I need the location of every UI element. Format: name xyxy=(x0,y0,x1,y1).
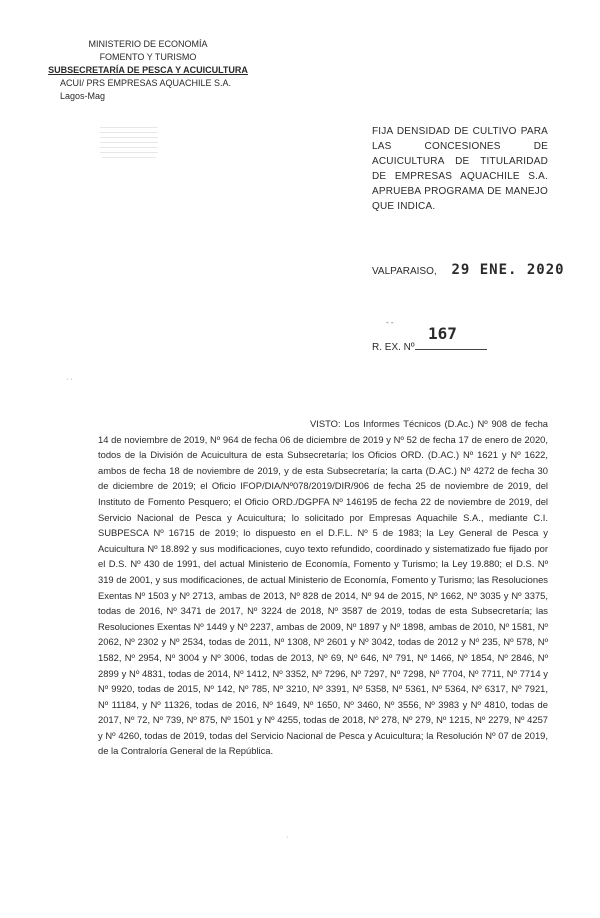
rex-number: 167 xyxy=(428,324,457,343)
location-reference: Lagos-Mag xyxy=(60,91,106,101)
dateline-date: 29 ENE. 2020 xyxy=(451,262,565,278)
dateline xyxy=(372,262,565,278)
resolution-title: FIJA DENSIDAD DE CULTIVO PARA LAS CONCESIONES DE ACUICULTURA DE TITULARIDAD DE EMPRESAS AQUACHILE S.A. APRUEBA PROGRAMA DE MANEJO QUE INDICA. xyxy=(372,126,548,212)
subsecretaria-name: SUBSECRETARÍA DE PESCA Y ACUICULTURA xyxy=(48,65,248,75)
margin-mark: · · xyxy=(66,376,73,383)
ministry-name-line2: FOMENTO Y TURISMO xyxy=(99,52,197,62)
dateline-city: VALPARAISO, xyxy=(372,266,437,277)
rex-line xyxy=(372,324,487,353)
company-reference: ACUI/ PRS EMPRESAS AQUACHILE S.A. xyxy=(60,78,232,88)
visto-paragraph: VISTO: Los Informes Técnicos (D.Ac.) Nº 908 de fecha 14 de noviembre de 2019, Nº 964 de fecha 06 de diciembre de 2019 y Nº 52 de fecha 17 de enero de 2020, todos de la División de Acuicultura de esta Subsecretaría; los Oficios ORD. (D.AC.) Nº 1621 y Nº 1622, ambos de fecha 18 de noviembre de 2019, y de esta Subsecretaría; la carta (D.AC.) Nº 4272 de fecha 30 de diciembre de 2019; el Oficio IFOP/DIA/Nº078/2019/DIR/906 de fecha 25 de noviembre de 2019, del Instituto de Fomento Pesquero; el Oficio ORD./DGPFA Nº 146195 de fecha 22 de noviembre de 2019, del Servicio Nacional de Pesca y Acuicultura; lo solicitado por Empresas Aquachile S.A., mediante C.I. SUBPESCA Nº 16715 de 2019; lo dispuesto en el D.F.L. Nº 5 de 1983; la Ley General de Pesca y Acuicultura Nº 18.892 y sus modificaciones, cuyo texto refundido, coordinado y sistematizado fue fijado por el D.S. Nº 430 de 1991, del actual Ministerio de Economía, Fomento y Turismo; la Ley 19.880; el D.S. Nº 319 de 2001, y sus modificaciones, de actual Ministerio de Economía, Fomento y Turismo; las Resoluciones Exentas Nº 1503 y Nº 2713, ambas de 2013, Nº 828 de 2014, Nº 94 de 2015, Nº 1662, Nº 3035 y Nº 3375, todas de 2016, Nº 3471 de 2017, Nº 3224 de 2018, Nº 3587 de 2019, todas de esta Subsecretaría; las Resoluciones Exentas Nº 1449 y Nº 2237, ambas de 2009, Nº 1897 y Nº 1898, ambas de 2010, Nº 1581, Nº 2062, Nº 2302 y Nº 2534, todas de 2011, Nº 1308, Nº 2601 y Nº 3042, todas de 2012 y Nº 235, Nº 578, Nº 1582, Nº 2954, Nº 3004 y Nº 3006, todas de 2013, Nº 69, Nº 646, Nº 791, Nº 1466, Nº 1854, Nº 2846, Nº 2899 y Nº 4831, todas de 2014, Nº 1412, Nº 3352, Nº 7296, Nº 7297, Nº 7298, Nº 7704, Nº 7711, Nº 7714 y Nº 9920, todas de 2015, Nº 142, Nº 785, Nº 3210, Nº 3391, Nº 5358, Nº 5361, Nº 5364, Nº 6317, Nº 7921, Nº 11184, y Nº 11326, todas de 2016, Nº 1649, Nº 1650, Nº 3460, Nº 3556, Nº 3983 y Nº 4810, todas de 2017, Nº 72, Nº 739, Nº 875, Nº 1501 y Nº 4255, todas de 2018, Nº 278, Nº 279, Nº 1215, Nº 2279, Nº 4257 y Nº 4260, todas de 2019, todas del Servicio Nacional de Pesca y Acuicultura; la Resolución Nº 07 de 2019, de la Contraloría General de la República. xyxy=(98,418,548,757)
rex-label: R. EX. Nº xyxy=(372,342,415,353)
faded-stamp-icon xyxy=(100,124,158,158)
letterhead xyxy=(48,38,248,103)
rex-marks: - - xyxy=(386,318,394,327)
ministry-name: MINISTERIO DE ECONOMÍA xyxy=(88,39,208,49)
bottom-mark: · xyxy=(286,834,289,841)
